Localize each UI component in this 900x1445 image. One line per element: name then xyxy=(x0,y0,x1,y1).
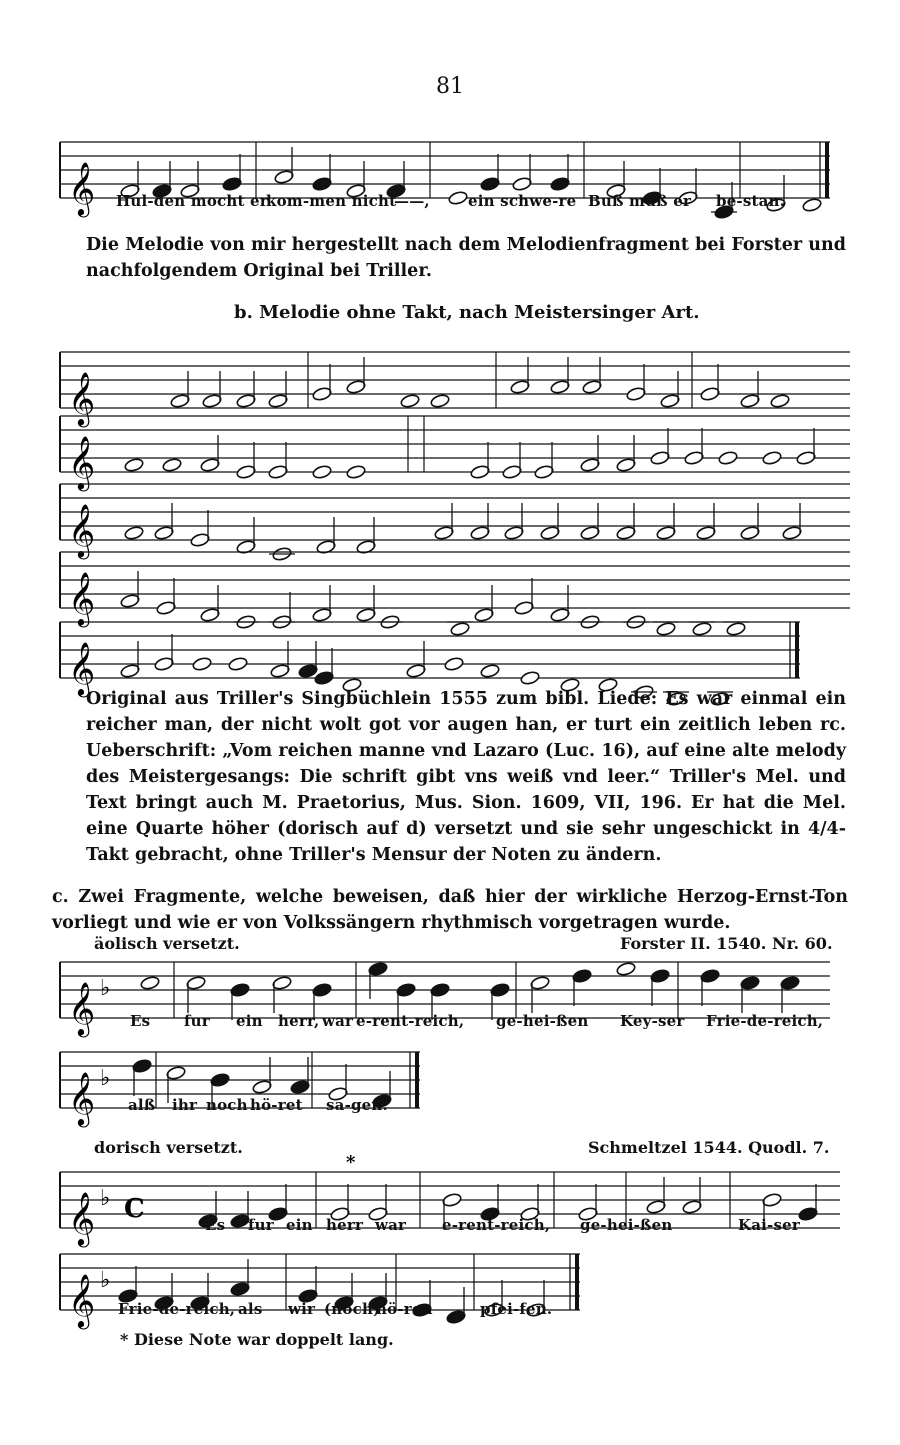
lyric-syllable: ge-hei-ßen xyxy=(580,1216,673,1234)
source-label-schmeltzel: Schmeltzel 1544. Quodl. 7. xyxy=(588,1138,830,1157)
lyric-syllable: e-rent-reich, xyxy=(442,1216,551,1234)
note-head xyxy=(510,379,530,394)
flat-icon: ♭ xyxy=(100,1186,111,1211)
lyric-syllable: fur xyxy=(248,1216,274,1234)
note-head xyxy=(430,982,450,997)
treble-clef-icon: 𝄞 xyxy=(68,503,96,557)
note-head xyxy=(762,1192,782,1207)
paragraph-note: Die Melodie von mir hergestellt nach dem Melodienfragment bei Forster und nachfolgendem Original bei Triller. xyxy=(86,235,846,281)
note-head xyxy=(520,670,540,685)
lyric-syllable: hö-ret xyxy=(250,1096,303,1114)
note-head xyxy=(312,176,332,191)
lyric-syllable: Key-ser xyxy=(620,1012,685,1030)
note-head xyxy=(270,663,290,678)
note-head xyxy=(442,1192,462,1207)
lyric-syllable: noch xyxy=(206,1096,248,1114)
lyric-syllable: kom-men nicht xyxy=(266,192,397,210)
note-head xyxy=(582,379,602,394)
music-staff-2 xyxy=(60,338,850,425)
note-head xyxy=(252,1079,272,1094)
lyric-syllable: (noch) xyxy=(324,1300,381,1318)
section-heading-c: c. Zwei Fragmente, welche beweisen, daß hier der wirkliche Herzog-Ernst-Ton vorliegt und wie er von Volkssängern rhythmisch vorgetragen wurde. xyxy=(52,887,848,933)
lyric-syllable: als xyxy=(238,1300,263,1318)
time-signature: C xyxy=(124,1194,145,1224)
note-head xyxy=(796,450,816,465)
note-head xyxy=(228,656,248,671)
lyric-syllable: war xyxy=(375,1216,407,1234)
note-head xyxy=(274,169,294,184)
flat-icon: ♭ xyxy=(100,1066,111,1091)
lyric-syllable: pfei-fen. xyxy=(480,1300,553,1318)
note-head xyxy=(700,386,720,401)
lyric-syllable: wir xyxy=(288,1300,316,1318)
note-head xyxy=(480,176,500,191)
note-head xyxy=(802,197,822,212)
note-head xyxy=(798,1206,818,1221)
lyric-syllable: Kai-ser xyxy=(738,1216,800,1234)
note-head xyxy=(446,1309,466,1324)
note-head xyxy=(684,450,704,465)
note-head xyxy=(780,975,800,990)
note-head xyxy=(298,663,318,678)
music-staff-6 xyxy=(60,608,850,695)
lyric-syllable: be-stan. xyxy=(716,192,786,210)
lyric-syllable: ge-hei-ßen xyxy=(496,1012,589,1030)
lyric-syllable: ein schwe-re xyxy=(468,192,577,210)
note-head xyxy=(550,379,570,394)
note-head xyxy=(650,968,670,983)
note-head xyxy=(140,975,160,990)
note-head xyxy=(314,670,334,685)
lyric-syllable: fur xyxy=(184,1012,210,1030)
flat-icon: ♭ xyxy=(100,1268,111,1293)
note-head xyxy=(444,656,464,671)
note-head xyxy=(192,656,212,671)
lyric-syllable: sa-gen. xyxy=(326,1096,388,1114)
note-head xyxy=(290,1079,310,1094)
note-head xyxy=(368,961,388,976)
mode-label-aeolian: äolisch versetzt. xyxy=(94,934,240,953)
treble-clef-icon: 𝄞 xyxy=(68,641,96,695)
treble-clef-icon: 𝄞 xyxy=(68,571,96,625)
note-head xyxy=(154,656,174,671)
note-head xyxy=(740,975,760,990)
lyric-syllable: Buß muß er xyxy=(588,192,692,210)
section-heading-b: b. Melodie ohne Takt, nach Meistersinger Art. xyxy=(234,302,700,323)
lyric-syllable: ein xyxy=(286,1216,313,1234)
lyric-syllable: ein xyxy=(236,1012,263,1030)
music-staff-3 xyxy=(60,402,850,489)
music-staff-5 xyxy=(60,538,850,625)
note-head xyxy=(166,1065,186,1080)
page-number: 81 xyxy=(436,74,464,99)
note-head xyxy=(572,968,592,983)
treble-clef-icon: 𝄞 xyxy=(68,1191,96,1245)
footnote: * Diese Note war doppelt lang. xyxy=(120,1330,394,1349)
note-head xyxy=(312,982,332,997)
source-label-forster: Forster II. 1540. Nr. 60. xyxy=(620,934,833,953)
note-head xyxy=(646,1199,666,1214)
lyric-syllable: herr xyxy=(326,1216,364,1234)
note-head xyxy=(312,386,332,401)
note-head xyxy=(530,975,550,990)
music-staff-4 xyxy=(60,470,850,557)
flat-icon: ♭ xyxy=(100,976,111,1001)
note-head xyxy=(346,379,366,394)
note-head xyxy=(512,176,532,191)
asterisk-mark: * xyxy=(346,1152,356,1173)
note-head xyxy=(650,450,670,465)
lyric-syllable: war xyxy=(322,1012,354,1030)
note-head xyxy=(222,176,242,191)
note-head xyxy=(210,1072,230,1087)
treble-clef-icon: 𝄞 xyxy=(68,1273,96,1327)
lyric-syllable: Frie-de-reich, xyxy=(118,1300,236,1318)
lyric-syllable: e-rent-reich, xyxy=(356,1012,465,1030)
treble-clef-icon: 𝄞 xyxy=(68,371,96,425)
treble-clef-icon: 𝄞 xyxy=(68,981,96,1035)
note-head xyxy=(272,975,292,990)
note-head xyxy=(762,450,782,465)
lyric-syllable: herr, xyxy=(278,1012,320,1030)
lyric-syllable: hö-ren xyxy=(376,1300,433,1318)
note-head xyxy=(230,1281,250,1296)
mode-label-dorian: dorisch versetzt. xyxy=(94,1138,243,1157)
note-head xyxy=(448,190,468,205)
treble-clef-icon: 𝄞 xyxy=(68,435,96,489)
lyric-syllable: ihr xyxy=(172,1096,198,1114)
note-head xyxy=(186,975,206,990)
lyric-syllable: Frie-de-reich, xyxy=(706,1012,824,1030)
note-head xyxy=(132,1058,152,1073)
paragraph-source: Original aus Triller's Singbüchlein 1555 zum bibl. Liede: Es war einmal ein reicher man, der nicht wolt got vor augen han, er turt ein zeitlich leben rc. Ueberschrift: „Vom reichen manne vnd Lazaro (Luc. 16), auf eine alte melody des Meistergesangs: Die schrift gibt vns weiß vnd leer.“ Triller's Mel. und Text bringt auch M. Praetorius, Mus. Sion. 1609, VII, 196. Er hat die Mel. eine Quarte höher (dorisch auf d) versetzt und sie sehr ungeschickt in 4/4-Takt gebracht, ohne Triller's Mensur der Noten zu ändern. xyxy=(86,689,846,865)
lyric-syllable: Es xyxy=(205,1216,226,1234)
lyric-syllable: ——, xyxy=(394,192,430,210)
note-head xyxy=(718,450,738,465)
note-head xyxy=(396,982,416,997)
note-head xyxy=(406,663,426,678)
note-head xyxy=(120,663,140,678)
note-head xyxy=(480,663,500,678)
note-head xyxy=(120,593,140,608)
note-head xyxy=(682,1199,702,1214)
note-head xyxy=(700,968,720,983)
lyric-syllable: Es xyxy=(130,1012,151,1030)
lyric-syllable: alß xyxy=(128,1096,156,1114)
note-head xyxy=(230,982,250,997)
note-head xyxy=(490,982,510,997)
lyric-syllable: Hul-den mocht er xyxy=(116,192,268,210)
note-head xyxy=(626,386,646,401)
treble-clef-icon: 𝄞 xyxy=(68,1071,96,1125)
note-head xyxy=(550,176,570,191)
note-head xyxy=(616,961,636,976)
treble-clef-icon: 𝄞 xyxy=(68,161,96,215)
